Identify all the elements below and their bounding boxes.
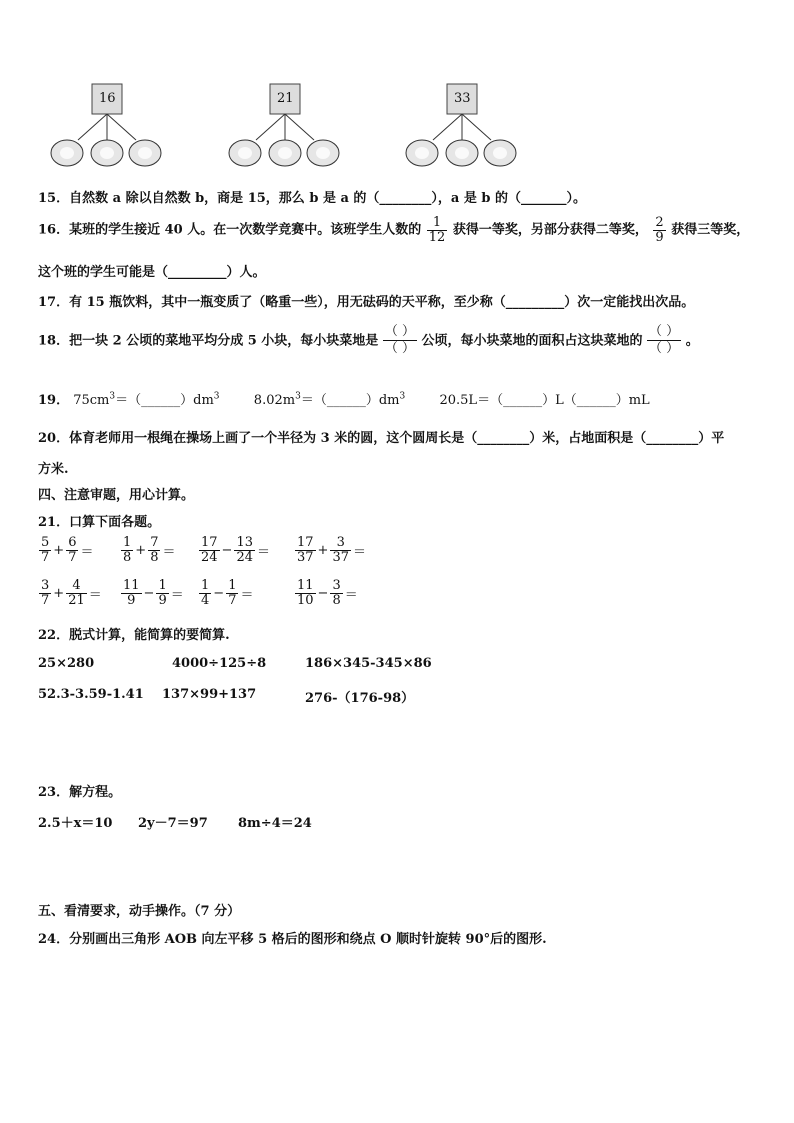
operator: −	[213, 585, 225, 601]
q23-eq1: 2.5＋x＝10	[38, 816, 113, 831]
q21-expression-1-2	[120, 536, 176, 564]
question-20: 20．体育老师用一根绳在操场上画了一个半径为 3 米的圆，这个圆周长是（________）米，占地面积是（________）平	[38, 431, 725, 446]
operator: −	[221, 542, 233, 558]
equals-sign: ＝	[170, 587, 184, 603]
fraction-a: $\frac{1}{8}$	[123, 535, 132, 565]
q22-row2-item3: 276-（176-98）	[305, 691, 415, 706]
fraction-b: $\frac{3}{8}$	[332, 578, 341, 608]
question-23-title: 23．解方程。	[38, 785, 122, 800]
fraction-b: $\frac{3}{37}$	[332, 535, 349, 565]
q22-row1-item2: 4000÷125÷8	[172, 656, 267, 671]
equals-sign: ＝	[88, 587, 102, 603]
fraction-a: $\frac{17}{37}$	[297, 535, 314, 565]
equals-sign: ＝	[257, 544, 271, 560]
question-16-line2: 这个班的学生可能是（_________）人。	[38, 265, 266, 280]
fraction-b: $\frac{1}{9}$	[158, 578, 167, 608]
fraction-a: $\frac{5}{7}$	[41, 535, 50, 565]
q19-number: 19．	[38, 393, 70, 408]
operator: +	[317, 542, 329, 558]
q22-row2-item1: 52.3-3.59-1.41	[38, 687, 144, 702]
q19-a2-sup: 3	[213, 391, 220, 402]
equals-sign: ＝	[240, 587, 254, 603]
tree-root-1: 16	[99, 91, 116, 106]
section-4-title: 四、注意审题，用心计算。	[38, 488, 195, 503]
operator: −	[317, 585, 329, 601]
q16-part1: 16．某班的学生接近 40 人。在一次数学竞赛中。该班学生人数的	[38, 222, 422, 238]
operator: +	[135, 542, 147, 558]
fraction-b: $\frac{1}{7}$	[228, 578, 237, 608]
fraction-b: $\frac{6}{7}$	[68, 535, 77, 565]
question-24: 24．分别画出三角形 AOB 向左平移 5 格后的图形和绕点 O 顺时针旋转 90°后的图形.	[38, 932, 547, 947]
question-18	[38, 325, 699, 357]
fraction-a: $\frac{17}{24}$	[201, 535, 218, 565]
question-20-line2: 方米.	[38, 462, 69, 477]
q19-b: 8.02m	[253, 393, 296, 408]
equals-sign: ＝	[162, 544, 176, 560]
question-16	[38, 216, 749, 244]
q16-fraction-1: $\frac{1}{12}$	[428, 215, 446, 245]
q21-expression-2-1	[38, 579, 103, 607]
q19-a2: ＝（______）dm	[115, 393, 214, 408]
operator: +	[53, 585, 65, 601]
q22-row1-item1: 25×280	[38, 656, 95, 671]
section-5-title: 五、看清要求，动手操作。（7 分）	[38, 904, 241, 919]
q22-row2-item2: 137×99+137	[162, 687, 257, 702]
fraction-a: $\frac{3}{7}$	[41, 578, 50, 608]
q23-eq3: 8m÷4＝24	[238, 816, 312, 831]
fraction-b: $\frac{13}{24}$	[236, 535, 253, 565]
factor-tree-3	[403, 82, 523, 176]
q19-b2-sup: 3	[399, 391, 406, 402]
factor-tree-1	[48, 82, 168, 176]
q18-part2: 公顷，每小块菜地的面积占这块菜地的	[421, 333, 643, 349]
fraction-a: $\frac{11}{10}$	[297, 578, 314, 608]
question-22-title: 22．脱式计算，能简算的要简算.	[38, 628, 230, 643]
equals-sign: ＝	[344, 587, 358, 603]
question-21-title: 21．口算下面各题。	[38, 515, 161, 530]
tree-root-2: 21	[277, 91, 294, 106]
operator: −	[143, 585, 155, 601]
tree-root-3: 33	[454, 91, 471, 106]
q16-part3: 获得三等奖，	[671, 222, 750, 238]
q19-a: 75cm	[73, 393, 110, 408]
fraction-a: $\frac{11}{9}$	[123, 578, 140, 608]
q23-eq2: 2y－7＝97	[138, 816, 208, 831]
q18-blank-fraction-1: （ ） （ ）	[384, 324, 415, 357]
q18-part1: 18．把一块 2 公顷的菜地平均分成 5 小块，每小块菜地是	[38, 333, 379, 349]
q21-expression-1-3	[198, 536, 271, 564]
operator: +	[53, 542, 65, 558]
factor-tree-2	[226, 82, 346, 176]
question-19	[38, 389, 650, 408]
q18-part3: 。	[685, 333, 699, 349]
q16-fraction-2: $\frac{2}{9}$	[655, 215, 664, 245]
equals-sign: ＝	[80, 544, 94, 560]
q21-expression-1-4	[294, 536, 367, 564]
q21-expression-2-3	[198, 579, 254, 607]
q21-expression-2-4	[294, 579, 359, 607]
q22-row1-item3: 186×345-345×86	[305, 656, 432, 671]
question-15: 15．自然数 a 除以自然数 b，商是 15，那么 b 是 a 的（________），a 是 b 的（_______）。	[38, 191, 587, 206]
fraction-b: $\frac{4}{21}$	[68, 578, 85, 608]
q18-blank-fraction-2: （ ） （ ）	[649, 324, 680, 357]
q19-a-sup: 3	[109, 391, 116, 402]
q19-b-sup: 3	[295, 391, 301, 402]
equals-sign: ＝	[353, 544, 367, 560]
fraction-a: $\frac{1}{4}$	[201, 578, 210, 608]
fraction-b: $\frac{7}{8}$	[150, 535, 159, 565]
q19-c: 20.5L＝（______）L（______）mL	[439, 393, 650, 408]
q21-expression-2-2	[120, 579, 185, 607]
q16-part2: 获得一等奖，另部分获得二等奖，	[452, 222, 648, 238]
q19-b2: ＝（______）dm	[300, 393, 400, 408]
question-17: 17．有 15 瓶饮料，其中一瓶变质了（略重一些），用无砝码的天平称，至少称（_________）次一定能找出次品。	[38, 295, 695, 310]
q21-expression-1-1	[38, 536, 94, 564]
